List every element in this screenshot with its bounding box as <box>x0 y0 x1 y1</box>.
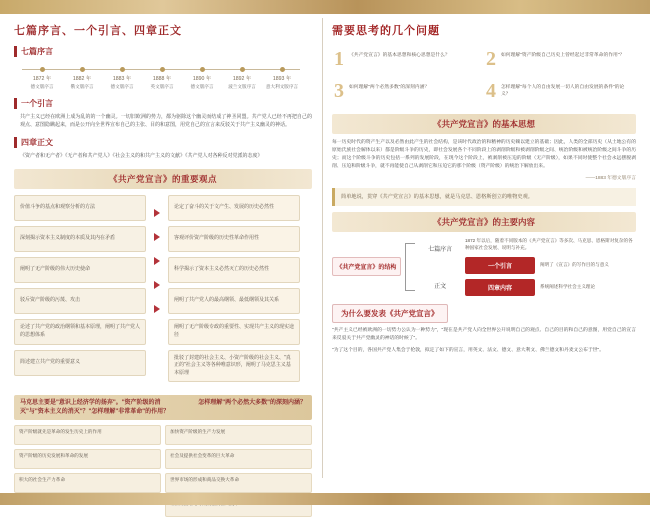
timeline-dot-icon <box>200 67 205 72</box>
main-content-banner <box>332 212 636 232</box>
bottom-decorative-bar <box>0 493 650 505</box>
intro-button[interactable]: 一个引言 <box>465 257 535 274</box>
bottom-grid-item: 积大的社会生产力革命 <box>14 473 161 493</box>
structure-item: 七篇序言 <box>428 246 453 253</box>
bottom-grid-item: 社会及提供社会变革的巨大革命 <box>165 449 312 469</box>
viewpoints-banner <box>14 169 312 189</box>
question-text: 如何理解"资产阶级自己历史上曾经起过非常革命的作用"？ <box>501 53 625 58</box>
timeline-year: 1893 年 <box>272 76 292 82</box>
structure-button-row <box>465 279 636 296</box>
question-bar <box>14 395 312 420</box>
section-heading-introduction <box>14 98 312 109</box>
question-right: 怎样理解"两个必然大多数"的深刻内涵？ <box>198 400 306 407</box>
structure-item: 正文 <box>434 283 447 290</box>
timeline-item <box>62 61 102 90</box>
timeline-name: 波兰文版序言 <box>228 84 256 89</box>
timeline-dot-icon <box>280 67 285 72</box>
arrow-right-icon <box>154 305 160 313</box>
timeline-year: 1888 年 <box>152 76 172 82</box>
question-number: 3 <box>334 80 344 102</box>
chapters-button-note: 系统阐述科学社会主义理论 <box>539 283 596 289</box>
question-cell <box>484 76 636 108</box>
structure-right <box>465 238 636 296</box>
timeline-year: 1890 年 <box>192 76 212 82</box>
viewpoint-item: 价值斗争的基点和观察分析的方法 <box>14 195 146 221</box>
structure-tag: 《共产党宣言》的结构 <box>332 257 401 276</box>
section-label: 一个引言 <box>21 98 53 108</box>
question-number: 1 <box>334 48 344 70</box>
intro-button-note: 阐明了《宣言》的写作目的与意义 <box>539 261 609 267</box>
timeline-item <box>102 61 142 90</box>
question-left: 马克思主要是"意识上经济学的扬弃"。"资产阶级的消灭"与"资本主义的消灭"？"怎样理解"非常革命"的作用？ <box>20 400 170 415</box>
timeline-dot-icon <box>160 67 165 72</box>
timeline-item <box>182 61 222 90</box>
bottom-grid-item: 世界市场的形成和商品交换大革命 <box>165 473 312 493</box>
introduction-paragraph: 共产主义已经在欧洲上成为乱的的一个幽灵。一切旧欧洲的势力，都为驱除这个幽灵而结成了神圣同盟。共产党人已经不再把自己的观点、意图隐瞒起来，而是公开向全世界宣布自己的主张、目的和意图，用党自己的宣言来反驳关于共产主义幽灵的神话。 <box>20 113 312 129</box>
section-accent-bar <box>14 98 17 109</box>
basic-thought-source: ——1883 年德文版序言 <box>585 175 636 181</box>
timeline-year: 1892 年 <box>232 76 252 82</box>
timeline-name: 英文版序言 <box>150 84 174 89</box>
timeline-name: 德文版序言 <box>30 84 54 89</box>
questions-grid <box>332 44 636 108</box>
viewpoints-left-column <box>14 195 146 381</box>
basic-thought-paragraph: 每一历史时代的资产生产以及必然由此产生的社会结构，是该时代政治的和精神的历史赖以建立的基础；因此，人类的全部历史（从土地公有的原始氏族社会解体以来）都是阶级斗争的历史，即社会发展各个不同阶段上的剥削阶级和被剥削阶级之间、统治阶级和被统治阶级之间斗争的历史；而这个阶级斗争的历史包括一系列的发展阶段，在现今这个阶段上，被剥削被压迫的阶级（无产阶级），如果不同时使整个社会永远摆脱剥削、压迫和阶级斗争，就不再能使自己从剥削它和压迫它的那个阶级（资产阶级）的统治下解放出来。 <box>332 140 636 170</box>
viewpoint-item: 驳斥资产阶级的污蔑、攻击 <box>14 288 146 314</box>
left-page-title: 七篇序言、一个引言、四章正文 <box>14 25 182 37</box>
basic-thought-title: 《共产党宣言》的基本思想 <box>432 119 535 129</box>
timeline-year: 1882 年 <box>72 76 92 82</box>
basic-thought-banner <box>332 114 636 134</box>
structure-note: 1872 年以后，随着不同版本的《共产党宣言》等多次、马克思、恩格斯对复杂的各种国家社会发展、说明与补充。 <box>464 238 633 250</box>
structure-diagram <box>332 238 636 296</box>
question-cell <box>332 76 484 108</box>
timeline-name: 意大利文版序言 <box>265 84 299 89</box>
section-label: 七篇序言 <box>21 47 53 56</box>
structure-button-row <box>465 257 636 274</box>
viewpoint-item: 阐明了无产阶级专政的重要性、实现共产主义的现实途径 <box>168 319 300 345</box>
viewpoint-item: 批驳了封建的社会主义、小资产阶级的社会主义、"真正的"社会主义等各种唯意识形，阐明了马克思主义基本原理 <box>168 350 300 383</box>
question-number: 2 <box>486 48 496 70</box>
viewpoints-arrow-column <box>146 195 168 321</box>
timeline-dot-icon <box>120 67 125 72</box>
timeline-dot-icon <box>240 67 245 72</box>
arrow-right-icon <box>154 257 160 265</box>
viewpoint-item: 简述建立共产党的重要意义 <box>14 350 146 376</box>
bottom-grid-col-left <box>14 425 161 521</box>
question-number: 4 <box>486 80 496 102</box>
timeline-year: 1872 年 <box>32 76 52 82</box>
why-title: 为什么要发表《共产党宣言》 <box>332 304 448 323</box>
arrow-right-icon <box>154 281 160 289</box>
bottom-grid-col-right <box>165 425 312 521</box>
timeline-dot-icon <box>40 67 45 72</box>
bottom-grid-item: 加快资产阶级的生产力发展 <box>165 425 312 445</box>
question-text: 如何理解"两个必然多数"的深刻内涵？ <box>349 85 430 90</box>
left-column <box>14 22 312 521</box>
why-section <box>332 303 636 355</box>
viewpoints-banner-title: 《共产党宣言》的重要观点 <box>108 173 217 184</box>
bottom-grid <box>14 425 312 521</box>
brace-icon <box>405 243 416 291</box>
structure-left <box>332 257 401 276</box>
right-page-title: 需要思考的几个问题 <box>332 25 440 37</box>
question-text: 《共产党宣言》的基本思想和核心思想是什么？ <box>349 53 450 58</box>
arrow-right-icon <box>154 209 160 217</box>
timeline-item <box>262 61 302 90</box>
bottom-grid-item: 资产阶级的历史发展和革命的发展 <box>14 449 161 469</box>
timeline-name: 俄文版序言 <box>70 84 94 89</box>
timeline-dot-icon <box>80 67 85 72</box>
section-label: 四章正文 <box>21 138 53 148</box>
timeline-item <box>22 61 62 90</box>
timeline-name: 德文版序言 <box>110 84 134 89</box>
viewpoint-item: 闸明了共产党人的最高纲领、最低纲领及其关系 <box>168 288 300 314</box>
chapters-paragraph: 《资产者和无产者》《无产者和共产党人》《社会主义的和共产主义的文献》《共产党人对各种反对党派的态度》 <box>20 153 263 160</box>
why-paragraph: "共产主义已经被欧洲的一切势力公认为一种势力"，"现在是共产党人向全世界公开说明自己的观点、自己的目的和自己的意图，用党自己的宣言来反驳关于共产党幽灵的神话的时候了"。 <box>332 327 636 341</box>
section-heading-chapters <box>14 137 312 148</box>
section-accent-bar <box>14 46 17 57</box>
structure-middle <box>419 244 461 290</box>
timeline-name: 德文版序言 <box>190 84 214 89</box>
viewpoint-item: 阐明了无产阶级的伟大历史使命 <box>14 257 146 283</box>
timeline-item <box>142 61 182 90</box>
viewpoint-item: 客观评价资产阶级的历史性革命作用性 <box>168 226 300 252</box>
timeline-year: 1883 年 <box>112 76 132 82</box>
viewpoint-item: 论定了奋斗的关于文产生、发展的历史必然性 <box>168 195 300 221</box>
right-column <box>332 22 636 355</box>
preface-timeline <box>22 61 312 90</box>
section-heading-prefaces <box>14 46 312 57</box>
chapters-button[interactable]: 四章内容 <box>465 279 535 296</box>
bottom-grid-item: 资产阶级就先是革命的发生历史上的作用 <box>14 425 161 445</box>
question-cell <box>484 44 636 76</box>
arrow-right-icon <box>154 233 160 241</box>
viewpoints-grid <box>14 195 312 388</box>
basic-thought-note: 简单地说，贯穿《共产党宣言》的基本思想，就是马克思、恩格斯创立的唯物史观。 <box>332 188 636 206</box>
viewpoint-item: 论述了共产党的政治纲领和基本原理，阐明了共产党人的思想体系 <box>14 319 146 345</box>
viewpoint-item: 深刻揭示资本主义制度的本质及其内在矛盾 <box>14 226 146 252</box>
why-paragraph: "为了这个目的，各国共产党人集会于伦敦，拟定了如下的宣言，用英文、法文、德文、意大利文、佛兰德文和丹麦文公布于世"。 <box>332 348 605 354</box>
question-text: 怎样理解"每个人的自由发展一切人的自由发展的条件"的论义？ <box>501 85 625 98</box>
column-divider <box>322 18 323 478</box>
main-content-title: 《共产党宣言》的主要内容 <box>432 217 535 228</box>
viewpoint-item: 科学揭示了资本主义必然灭亡的历史必然性 <box>168 257 300 283</box>
question-cell <box>332 44 484 76</box>
top-decorative-bar <box>0 0 650 14</box>
viewpoints-right-column <box>168 195 300 388</box>
section-accent-bar <box>14 137 17 148</box>
timeline-item <box>222 61 262 90</box>
